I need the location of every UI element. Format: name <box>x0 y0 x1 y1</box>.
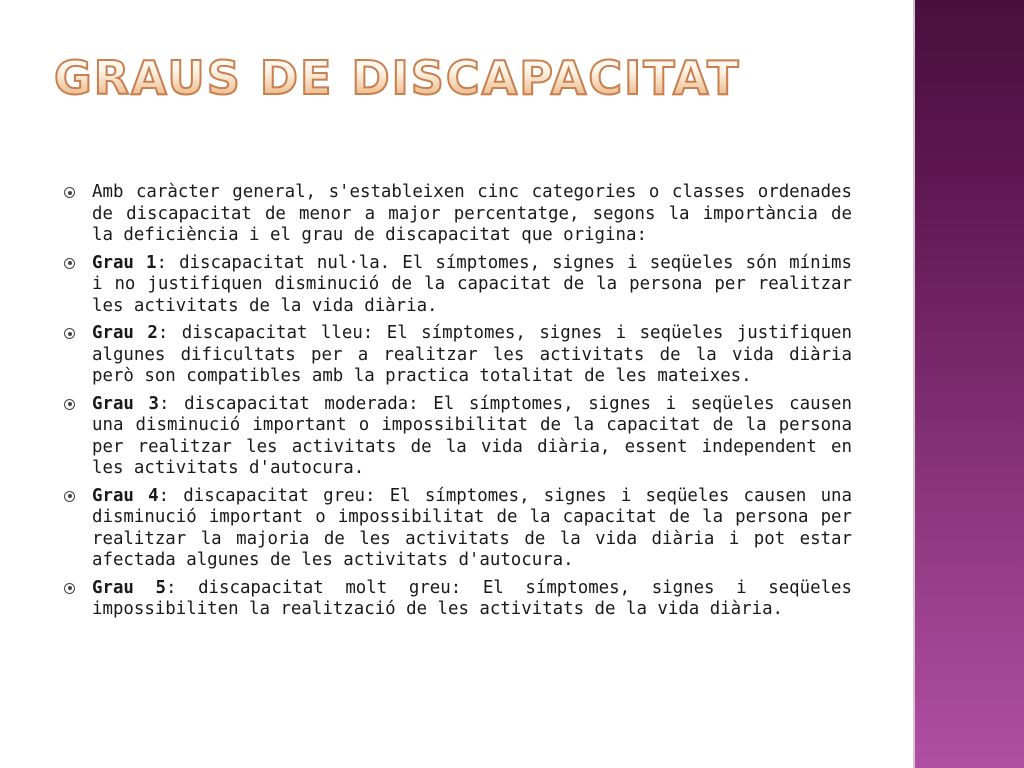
grade-label: Grau 3 <box>92 393 159 414</box>
bullet-text: : discapacitat lleu: El símptomes, signes i seqüeles justifiquen algunes dificultats per a realitzar les activitats de la vida diària però son compatibles amb la practica totalitat de les mateixes. <box>92 323 852 386</box>
bullet-grau-3 <box>62 394 852 480</box>
target-bullet-icon <box>64 258 75 269</box>
grade-label: Grau 5 <box>92 577 166 598</box>
target-bullet-icon <box>64 399 75 410</box>
target-bullet-icon <box>64 583 75 594</box>
bullet-text: : discapacitat nul·la. El símptomes, signes i seqüeles són mínims i no justifiquen disminució de la capacitat de la persona per realitzar les activitats de la vida diària. <box>92 252 852 316</box>
grade-label: Grau 1 <box>92 252 157 273</box>
bullet-grau-1 <box>62 253 852 318</box>
bullet-text: : discapacitat greu: El símptomes, signes i seqüeles causen una disminució important o impossibilitat de la capacitat de la persona per realitzar la majoria de les activitats de la vida diària i pot estar afectada algunes de les activitats d'autocura. <box>92 485 852 570</box>
grade-label: Grau 2 <box>92 323 158 343</box>
target-bullet-icon <box>64 328 75 339</box>
slide-title: GRAUS DE DISCAPACITAT <box>54 51 741 105</box>
bullet-text: : discapacitat moderada: El símptomes, signes i seqüeles causen una disminució important o impossibilitat de la capacitat de la persona per realitzar les activitats de la vida diària, essent independent en les activitats d'autocura. <box>92 393 852 478</box>
bullet-grau-5 <box>62 578 852 621</box>
bullet-list <box>62 182 852 627</box>
side-band-edge <box>913 0 915 768</box>
bullet-intro <box>62 182 852 247</box>
grade-label: Grau 4 <box>92 485 159 506</box>
bullet-text: Amb caràcter general, s'estableixen cinc categories o classes ordenades de discapacitat de menor a major percentatge, segons la importància de la deficiència i el grau de discapacitat que origina: <box>92 182 852 245</box>
side-decoration-band <box>913 0 1024 768</box>
target-bullet-icon <box>64 491 75 502</box>
target-bullet-icon <box>64 187 75 198</box>
bullet-grau-4 <box>62 486 852 572</box>
bullet-text: : discapacitat molt greu: El símptomes, signes i seqüeles impossibiliten la realització de les activitats de la vida diària. <box>92 577 852 619</box>
bullet-grau-2 <box>62 323 852 388</box>
